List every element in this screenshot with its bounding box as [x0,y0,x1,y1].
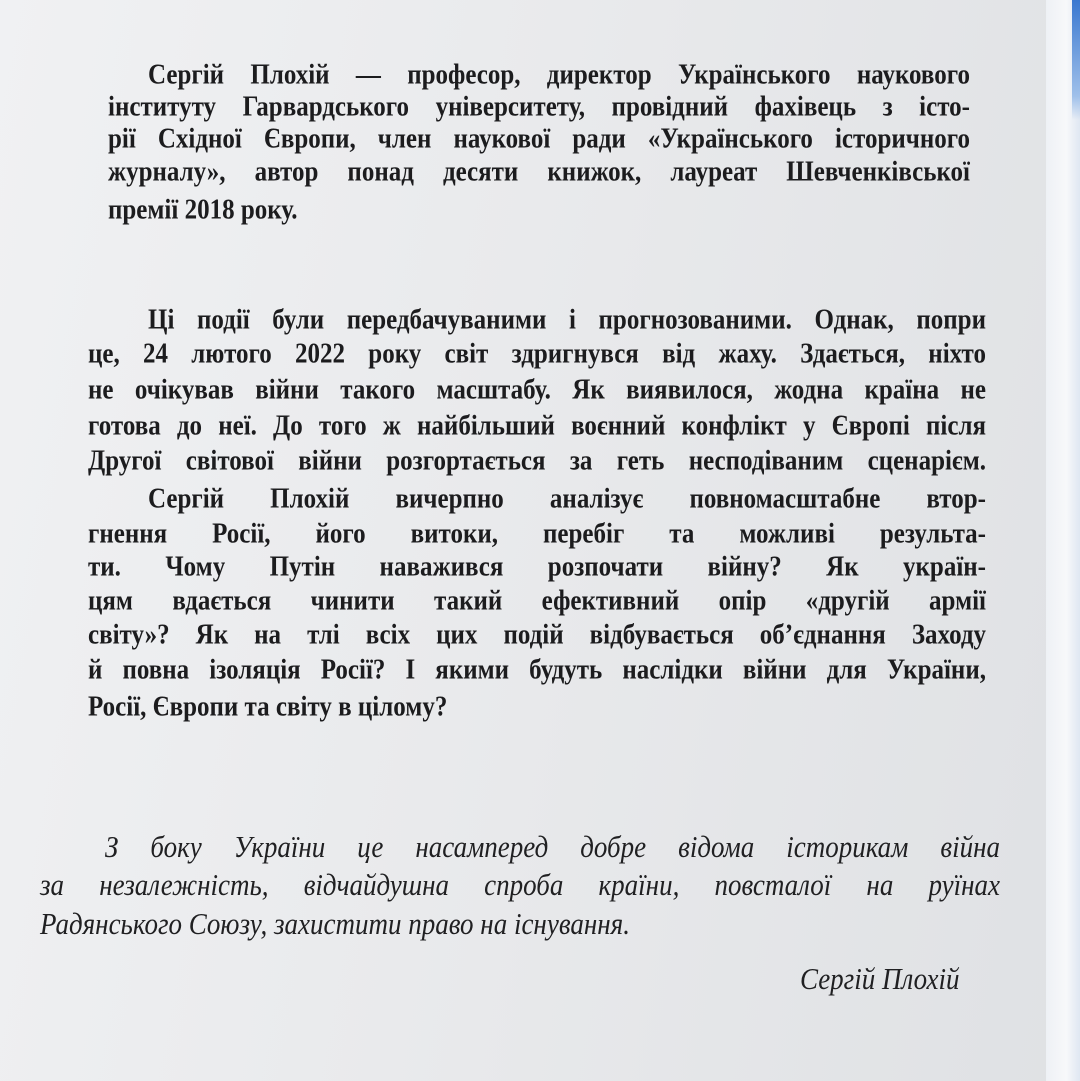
description-line: це, 24 лютого 2022 року світ здригнувся від жаху. Здається, ніхто [88,339,986,370]
quote-author: Сергій Плохій [800,962,960,996]
description-line: цям вдається чинити такий ефективний опір «другій армії [88,586,986,617]
book-edge [1046,0,1080,1081]
description-line: ти. Чому Путін наважився розпочати війну? Як україн- [88,552,986,583]
description-line: готова до неї. До того ж найбільший воєнний конфлікт у Європі після [88,411,986,442]
bio-line: рії Східної Європи, член наукової ради «Українського історичного [108,124,970,155]
blue-spine-edge [1072,0,1080,120]
description-line: не очікував війни такого масштабу. Як виявилося, жодна країна не [88,375,986,406]
description-line: Ці події були передбачуваними і прогнозованими. Однак, попри [148,305,986,336]
bio-line: премії 2018 року. [108,195,298,226]
description-line: Другої світової війни розгортається за геть несподіваним сценарієм. [88,446,986,477]
bio-line: Сергій Плохій — професор, директор Українського наукового [148,60,970,91]
bio-line: інституту Гарвардського університету, провідний фахівець з істо- [108,92,970,123]
quote-line: за незалежність, відчайдушна спроба країни, повсталої на руїнах [40,868,1000,902]
bio-line: журналу», автор понад десяти книжок, лауреат Шевченківської [108,157,970,188]
description-line: й повна ізоляція Росії? І якими будуть наслідки війни для України, [88,655,986,686]
description-line: Сергій Плохій вичерпно аналізує повномасштабне втор- [148,484,986,515]
quote-line: Радянського Союзу, захистити право на існування. [40,907,630,941]
description-line: гнення Росії, його витоки, перебіг та можливі результа- [88,519,986,550]
description-line: Росії, Європи та світу в цілому? [88,692,448,723]
description-line: світу»? Як на тлі всіх цих подій відбувається об’єднання Заходу [88,620,986,651]
quote-line: З боку України це насамперед добре відома історикам війна [105,830,1000,864]
